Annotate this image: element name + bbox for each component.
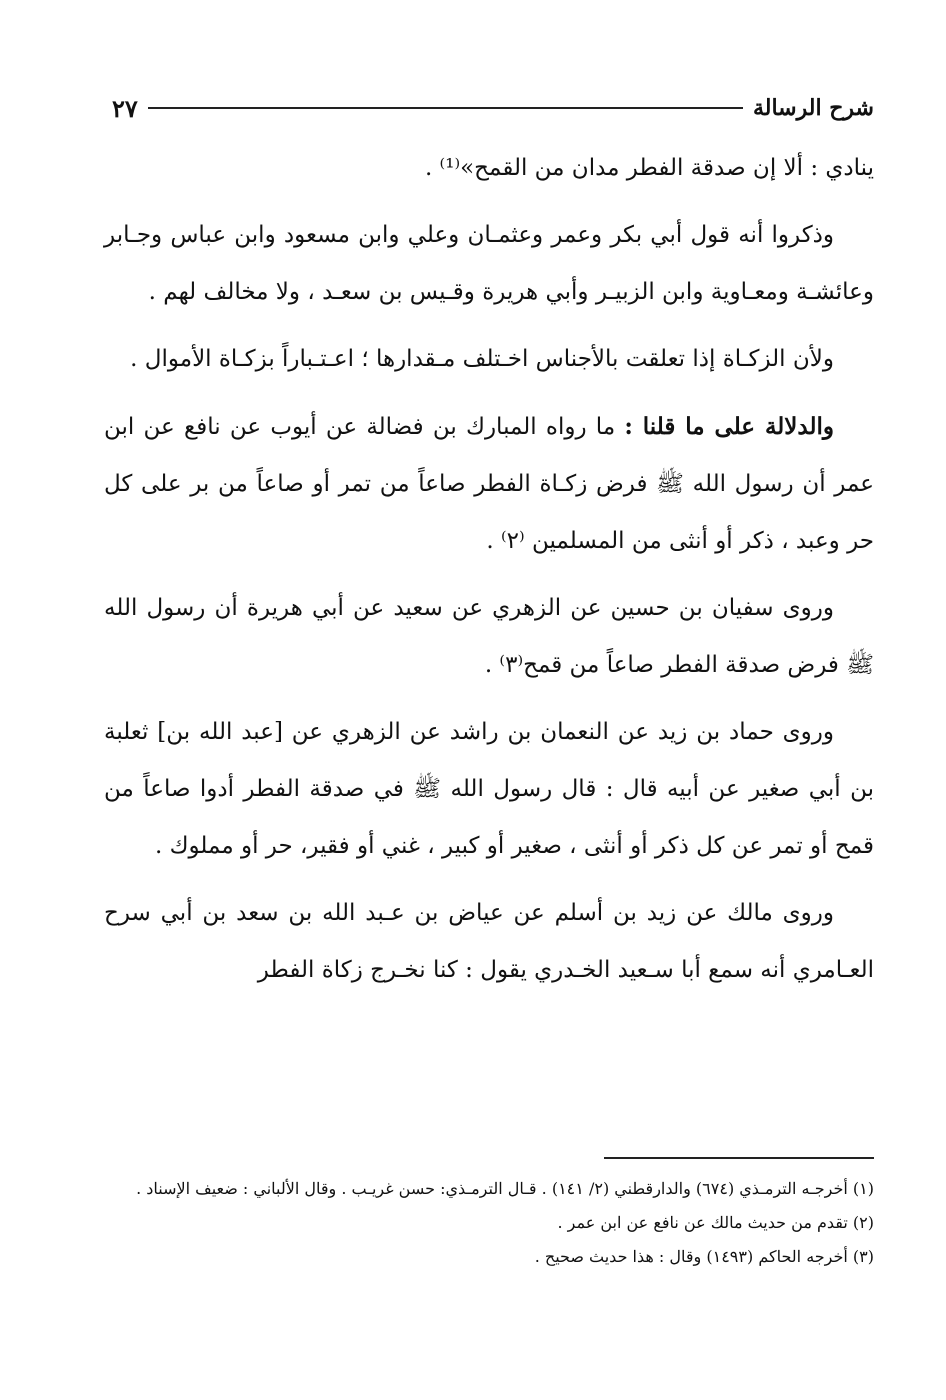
- paragraph-text: ما رواه المبارك بن فضالة عن أيوب عن نافع عن ابن عمر أن رسول الله ﷺ فرض زكـاة الفطر صاعاً من تمر أو صاعاً من بر على كل حر وعبد ، ذكر أو أنثى من المسلمين ⁽٢⁾ .: [104, 414, 874, 554]
- paragraph-text: وروى مالك عن زيد بن أسلم عن عياض بن عـبد الله بن سعد بن أبي سرح العـامري أنه سمع أبا سـعيد الخـدري يقول : كنا نخـرج زكاة الفطر: [104, 900, 874, 983]
- paragraph: [104, 207, 874, 321]
- header-rule: [148, 107, 743, 109]
- paragraph: [104, 580, 874, 694]
- footnote: (١) أخرجـه الترمـذي (٦٧٤) والدارقطني (٢/ ١٤١) . قـال الترمـذي: حسن غريـب . وقال الألباني : ضعيف الإسناد .: [136, 1179, 874, 1198]
- paragraph-text: وذكروا أنه قول أبي بكر وعمر وعثمـان وعلي وابن مسعود وابن عباس وجـابر وعائشـة ومعـاوية وابن الزبيـر وأبي هريرة وقـيس بن سعـد ، ولا مخالف لهم .: [104, 222, 874, 305]
- paragraph: [104, 331, 874, 388]
- footnote-divider: [604, 1157, 874, 1159]
- paragraph: [104, 885, 874, 999]
- paragraph-text: ولأن الزكـاة إذا تعلقت بالأجناس اخـتلف مـقدارها ؛ اعـتـباراً بزكـاة الأموال .: [130, 346, 834, 372]
- paragraph-text: وروى حماد بن زيد عن النعمان بن راشد عن الزهري عن [عبد الله بن] ثعلبة بن أبي صغير عن أبيه قال : قال رسول الله ﷺ في صدقة الفطر أدوا صاعاً من قمح أو تمر عن كل ذكر أو أنثى ، صغير أو كبير ، غني أو فقير، حر أو مملوك .: [104, 719, 874, 859]
- footnote: (٣) أخرجه الحاكم (١٤٩٣) وقال : هذا حديث صحيح .: [534, 1247, 874, 1266]
- page-header: [112, 88, 874, 128]
- paragraph-text: ينادي : ألا إن صدقة الفطر مدان من القمح»⁽¹⁾ .: [424, 155, 874, 181]
- paragraph: [104, 140, 874, 197]
- main-text: [104, 140, 874, 1009]
- paragraph: [104, 398, 874, 570]
- paragraph-text: وروى سفيان بن حسين عن الزهري عن سعيد عن أبي هريرة أن رسول الله ﷺ فرض صدقة الفطر صاعاً من قمح⁽٣⁾ .: [104, 595, 874, 678]
- footnote: (٢) تقدم من حديث مالك عن نافع عن ابن عمر .: [557, 1213, 874, 1232]
- page-number: ٢٧: [112, 93, 138, 123]
- footnotes: [104, 1172, 874, 1274]
- paragraph: [104, 704, 874, 875]
- paragraph-lead: والدلالة على ما قلنا :: [624, 413, 834, 440]
- running-title: شرح الرسالة: [752, 95, 874, 121]
